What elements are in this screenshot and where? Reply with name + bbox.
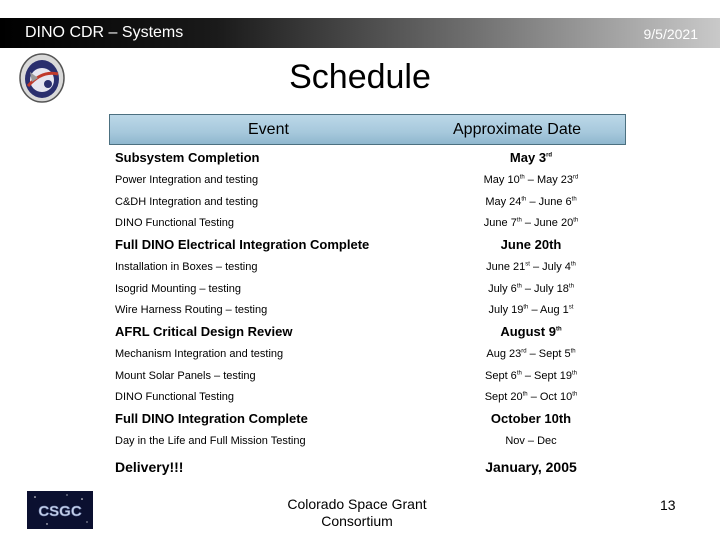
date-start: July 19	[488, 304, 524, 317]
task-row	[109, 190, 626, 212]
event-cell: Installation in Boxes – testing	[115, 260, 258, 273]
footer-org-line2: Consortium	[321, 513, 393, 529]
event-cell: Delivery!!!	[115, 458, 184, 475]
task-row	[109, 385, 626, 407]
column-header-date: Approximate Date	[453, 121, 582, 138]
date-start: Aug 23	[486, 347, 522, 360]
footer-organization	[257, 496, 457, 530]
header-title: DINO CDR – Systems	[25, 24, 184, 41]
date-cell	[436, 283, 626, 295]
date-start: Sept 20	[484, 391, 523, 404]
event-cell: Full DINO Integration Complete	[115, 411, 308, 426]
date-end: – June 20	[521, 217, 574, 230]
column-header-event: Event	[248, 121, 289, 138]
date-cell	[436, 411, 626, 426]
header-date: 9/5/2021	[643, 26, 698, 42]
milestone-row	[109, 146, 626, 168]
event-cell: C&DH Integration and testing	[115, 195, 259, 208]
date-end: – July 18	[521, 282, 569, 295]
date-cell	[436, 237, 626, 252]
milestone-row	[109, 407, 626, 429]
date-end-suffix: th	[573, 217, 579, 224]
schedule-table	[109, 146, 626, 475]
event-cell: Mount Solar Panels – testing	[115, 369, 256, 382]
date-start: May 10	[483, 173, 520, 186]
event-cell: Mechanism Integration and testing	[115, 347, 284, 360]
date-start-suffix: th	[516, 217, 522, 224]
task-row	[109, 298, 626, 320]
date-end: – Sept 19	[521, 369, 572, 382]
date-cell	[436, 196, 626, 208]
date-end-suffix: th	[571, 369, 577, 376]
date-cell	[436, 435, 626, 447]
date-cell	[436, 174, 626, 186]
date-end: – Aug 1	[528, 304, 569, 317]
date-cell	[436, 261, 626, 273]
date-start-suffix: rd	[521, 348, 527, 355]
footer-org-line1: Colorado Space Grant	[287, 496, 427, 512]
date-end-suffix: rd	[573, 174, 579, 181]
date-end-suffix: st	[568, 304, 574, 311]
milestone-row	[109, 451, 626, 473]
page-number: 13	[660, 497, 676, 513]
date-end-suffix: th	[568, 282, 574, 289]
date-start: June 20th	[500, 237, 562, 252]
date-start-suffix: th	[516, 282, 522, 289]
event-cell: Subsystem Completion	[115, 150, 260, 165]
date-start-suffix: th	[523, 304, 529, 311]
date-end-suffix: th	[572, 391, 578, 398]
event-cell: Power Integration and testing	[115, 173, 259, 186]
task-row	[109, 277, 626, 299]
date-start: October 10th	[490, 411, 572, 426]
date-cell	[436, 217, 626, 229]
csgc-logo-icon	[27, 491, 93, 529]
task-row	[109, 168, 626, 190]
date-end-suffix: th	[570, 261, 576, 268]
csgc-logo-text: CSGC	[38, 503, 82, 520]
date-end: – Oct 10	[527, 391, 573, 404]
date-start: January, 2005	[485, 458, 577, 475]
date-start: May 24	[485, 195, 522, 208]
date-end-suffix: th	[571, 195, 577, 202]
date-start-suffix: th	[516, 369, 522, 376]
task-row	[109, 211, 626, 233]
task-row	[109, 255, 626, 277]
date-start-suffix: rd	[546, 152, 553, 159]
event-cell: Day in the Life and Full Mission Testing	[115, 434, 306, 447]
table-header	[109, 114, 626, 145]
date-start-suffix: th	[555, 326, 562, 333]
date-start: Nov – Dec	[505, 434, 557, 447]
date-cell	[436, 348, 626, 360]
date-end-suffix: th	[570, 348, 576, 355]
date-end: – July 4	[529, 260, 571, 273]
slide-title: Schedule	[289, 58, 431, 96]
milestone-row	[109, 320, 626, 342]
date-start-suffix: th	[521, 195, 527, 202]
date-start: Sept 6	[485, 369, 517, 382]
date-start: May 3	[509, 150, 547, 165]
event-cell: DINO Functional Testing	[115, 391, 235, 404]
date-start-suffix: th	[519, 174, 525, 181]
date-start: June 7	[483, 217, 517, 230]
task-row	[109, 342, 626, 364]
date-end: – Sept 5	[526, 347, 571, 360]
date-start-suffix: th	[522, 391, 528, 398]
date-cell	[436, 304, 626, 316]
event-cell: Full DINO Electrical Integration Complete	[115, 237, 370, 252]
task-row	[109, 364, 626, 386]
event-cell: Isogrid Mounting – testing	[115, 282, 241, 295]
milestone-row	[109, 233, 626, 255]
date-end: – May 23	[524, 173, 574, 186]
date-cell	[436, 459, 626, 475]
date-cell	[436, 324, 626, 339]
date-end: – June 6	[526, 195, 572, 208]
date-start-suffix: st	[525, 261, 530, 268]
event-cell: DINO Functional Testing	[115, 217, 235, 230]
event-cell: Wire Harness Routing – testing	[115, 304, 268, 317]
task-row	[109, 429, 626, 451]
date-cell	[436, 370, 626, 382]
date-start: August 9	[500, 324, 556, 339]
date-cell	[436, 150, 626, 165]
event-cell: AFRL Critical Design Review	[115, 324, 293, 339]
date-start: June 21	[486, 260, 526, 273]
date-start: July 6	[488, 282, 517, 295]
date-cell	[436, 391, 626, 403]
